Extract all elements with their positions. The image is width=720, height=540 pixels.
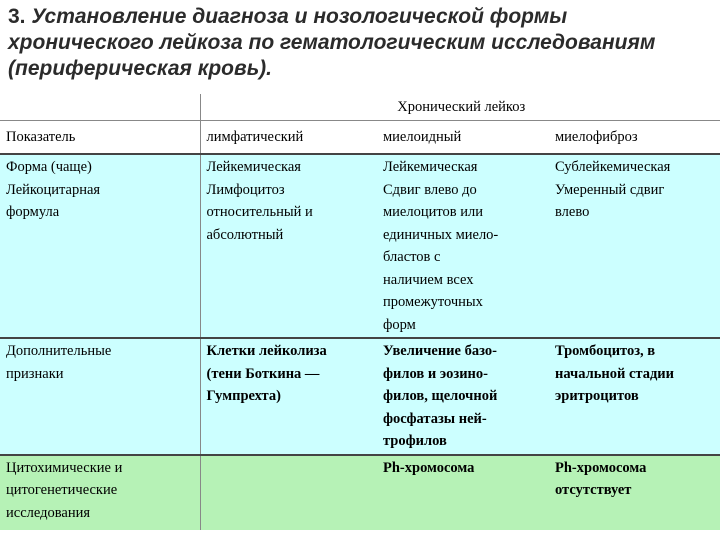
cell-line: Сублейкемическая [555, 159, 671, 175]
cell-line: бластов с [383, 249, 441, 265]
cell-line: формула [6, 204, 60, 220]
cell-line: цитогенетические [6, 482, 118, 498]
cell-line: признаки [6, 365, 64, 382]
cell-lymphatic [200, 338, 377, 455]
cell-line: Умеренный сдвиг [555, 181, 665, 198]
column-header-lymphatic: лимфатический [200, 121, 377, 155]
column-header-myeloid: миелоидный [377, 121, 549, 155]
cell-lymphatic [200, 455, 377, 530]
table-row [0, 455, 720, 530]
cell-line: отсутствует [555, 482, 632, 498]
cell-line: форм [383, 316, 416, 333]
cell-line: филов, щелочной [383, 388, 498, 404]
cell-line: абсолютный [206, 226, 284, 243]
cell-line: Клетки лейколиза [206, 343, 327, 359]
cell-line: исследования [6, 504, 91, 521]
cell-line: Дополнительные [6, 343, 112, 359]
cell-line: филов и эозино- [383, 365, 488, 382]
header-row-columns [0, 121, 720, 155]
slide-title [8, 4, 708, 82]
cell-indicator [0, 455, 200, 530]
header-row-group [0, 94, 720, 121]
cell-line: Форма (чаще) [6, 159, 92, 175]
cell-myeloid [377, 154, 549, 338]
cell-line: Гумпрехта) [206, 388, 281, 404]
cell-line: Тромбоцитоз, в [555, 343, 656, 359]
column-header-myelofibrosis: миелофиброз [549, 121, 720, 155]
cell-line: Сдвиг влево до [383, 181, 477, 198]
cell-indicator [0, 154, 200, 338]
cell-indicator [0, 338, 200, 455]
cell-line: Увеличение базо- [383, 343, 497, 359]
leukosis-table [0, 94, 720, 530]
cell-line: Ph-хромосома [555, 459, 647, 476]
cell-myelofibrosis [549, 338, 720, 455]
cell-line: единичных миело- [383, 226, 499, 243]
cell-lymphatic [200, 154, 377, 338]
cell-line: миелоцитов или [383, 204, 483, 220]
cell-myeloid [377, 455, 549, 530]
cell-line: относительный и [206, 204, 313, 220]
cell-line: фосфатазы ней- [383, 410, 487, 427]
cell-line: Ph-хромосома [383, 459, 475, 476]
cell-myelofibrosis [549, 455, 720, 530]
cell-line: (тени Боткина — [206, 365, 320, 382]
cell-myeloid [377, 338, 549, 455]
cell-line: влево [555, 204, 590, 220]
cell-line: промежуточных [383, 294, 483, 310]
cell-line: Лейкоцитарная [6, 181, 101, 198]
cell-line: эритроцитов [555, 388, 639, 404]
cell-line: Лейкемическая [206, 159, 301, 175]
cell-line: Лимфоцитоз [206, 181, 285, 198]
cell-line: Лейкемическая [383, 159, 478, 175]
cell-line: наличием всех [383, 271, 474, 288]
group-header: Хронический лейкоз [200, 94, 720, 121]
table-row [0, 154, 720, 338]
cell-myelofibrosis [549, 154, 720, 338]
title-text: Установление диагноза и нозологической формы хронического лейкоза по гематологическим исследованиям (периферическая кровь). [8, 5, 656, 80]
title-number: 3. [8, 5, 26, 28]
cell-line: трофилов [383, 433, 447, 449]
header-empty-cell [0, 94, 200, 121]
cell-line: Цитохимические и [6, 459, 123, 476]
table-row [0, 338, 720, 455]
cell-line: начальной стадии [555, 365, 674, 382]
column-header-indicator: Показатель [0, 121, 200, 155]
